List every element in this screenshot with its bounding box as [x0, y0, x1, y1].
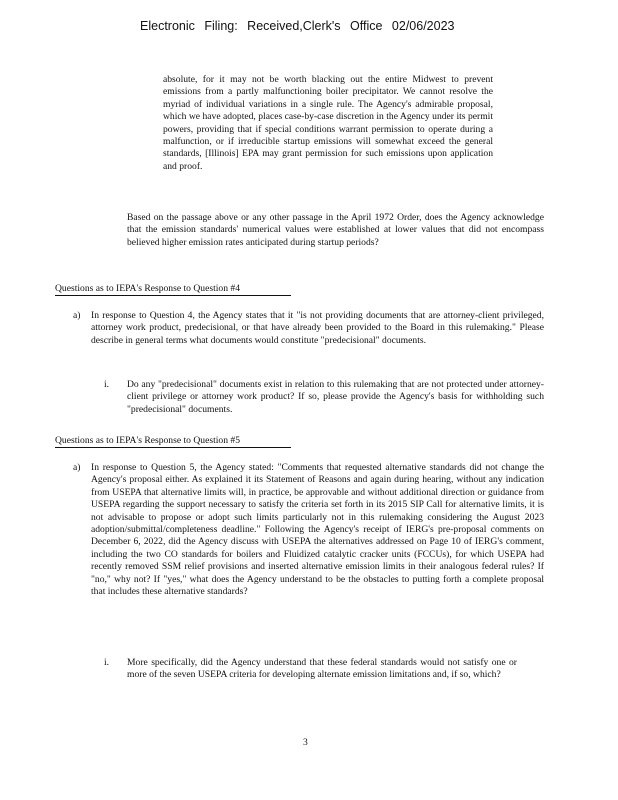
quoted-passage: absolute, for it may not be worth blacking out the entire Midwest to prevent emissions from a partly malfunctioning boiler precipitator. We cannot resolve the myriad of individual variations in a single rule. The Agency's admirable proposal, which we have adopted, places case-by-case discretion in the Agency under its permit powers, providing that if special conditions warrant permission to operate during a malfunction, or if irreducible startup emissions will somewhat exceed the general standards, [Illinois] EPA may grant permission for such emissions upon application and proof. — [163, 74, 493, 172]
section-heading-q5: Questions as to IEPA's Response to Question #5 — [55, 435, 291, 448]
item-label-i: i. — [104, 379, 110, 390]
q4-item-a: In response to Question 4, the Agency states that it "is not providing documents that are attorney-client privileged, attorney work product, predecisional, or that have already been provided to the Board in this rulemaking." Please describe in general terms what documents would constitute "predecisional" documents. — [91, 310, 544, 346]
section-heading-q4: Questions as to IEPA's Response to Question #4 — [55, 283, 291, 296]
page-number: 3 — [303, 737, 308, 748]
q5-item-i: More specifically, did the Agency understand that these federal standards would not satisfy one or more of the seven USEPA criteria for developing alternate emission limitations and, if so, which? — [127, 657, 517, 681]
filing-header: Electronic Filing: Received,Clerk's Office 02/06/2023 — [140, 19, 455, 33]
q4-item-i: Do any "predecisional" documents exist in relation to this rulemaking that are not protected under attorney-client privilege or attorney work product? If so, please provide the Agency's basis for withholding such "predecisional" documents. — [127, 379, 544, 415]
q5-item-a: In response to Question 5, the Agency stated: "Comments that requested alternative standards did not change the Agency's proposal either. As explained it its Statement of Reasons and again during hearing, without any indication from USEPA that alternative limits will, in practice, be approvable and without additional direction or guidance from USEPA regarding the support necessary to satisfy the criteria set forth in its 2015 SIP Call for alternative limits, it is not advisable to propose or adopt such limits particularly not in this rulemaking considering the August 2023 adoption/submittal/completeness deadline." Following the Agency's receipt of IERG's pre-proposal comments on December 6, 2022, did the Agency discuss with USEPA the alternatives addressed on Page 10 of IERG's comment, including the two CO standards for boilers and Fluidized catalytic cracker units (FCCUs), for which USEPA had recently removed SSM relief provisions and inserted alternative emission limits in their analogous federal rules? If "no," why not? If "yes," what does the Agency understand to be the obstacles to putting forth a complete proposal that includes these alternative standards? — [91, 462, 544, 598]
item-label-a: a) — [73, 462, 81, 473]
item-label-a: a) — [73, 310, 81, 321]
question-paragraph: Based on the passage above or any other passage in the April 1972 Order, does the Agency acknowledge that the emission standards' numerical values were established at lower values that did not encompass believed higher emission rates anticipated during startup periods? — [127, 212, 544, 248]
item-label-i: i. — [104, 657, 110, 668]
